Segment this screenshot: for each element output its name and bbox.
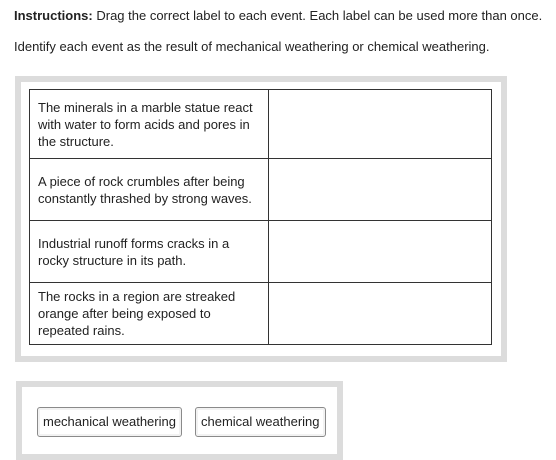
drop-zone-3[interactable] <box>269 221 492 283</box>
event-text-1: The minerals in a marble statue react with water to form acids and pores in the structure. <box>30 90 269 159</box>
question-prompt: Identify each event as the result of mechanical weathering or chemical weathering. <box>14 39 490 54</box>
instructions <box>14 8 542 24</box>
label-mechanical-weathering[interactable]: mechanical weathering <box>37 407 182 437</box>
table-row <box>30 283 492 345</box>
label-chemical-weathering[interactable]: chemical weathering <box>195 407 326 437</box>
event-table-frame <box>15 76 507 362</box>
event-text-3: Industrial runoff forms cracks in a rocky structure in its path. <box>30 221 269 283</box>
instructions-text: Drag the correct label to each event. Each label can be used more than once. <box>92 8 543 23</box>
table-row <box>30 90 492 159</box>
table-row <box>30 221 492 283</box>
event-text-4: The rocks in a region are streaked orange after being exposed to repeated rains. <box>30 283 269 345</box>
drop-zone-4[interactable] <box>269 283 492 345</box>
label-bank <box>16 381 343 460</box>
drop-zone-1[interactable] <box>269 90 492 159</box>
drop-zone-2[interactable] <box>269 159 492 221</box>
event-text-2: A piece of rock crumbles after being constantly thrashed by strong waves. <box>30 159 269 221</box>
table-row <box>30 159 492 221</box>
instructions-lead: Instructions: <box>14 8 93 23</box>
event-table <box>29 89 492 345</box>
